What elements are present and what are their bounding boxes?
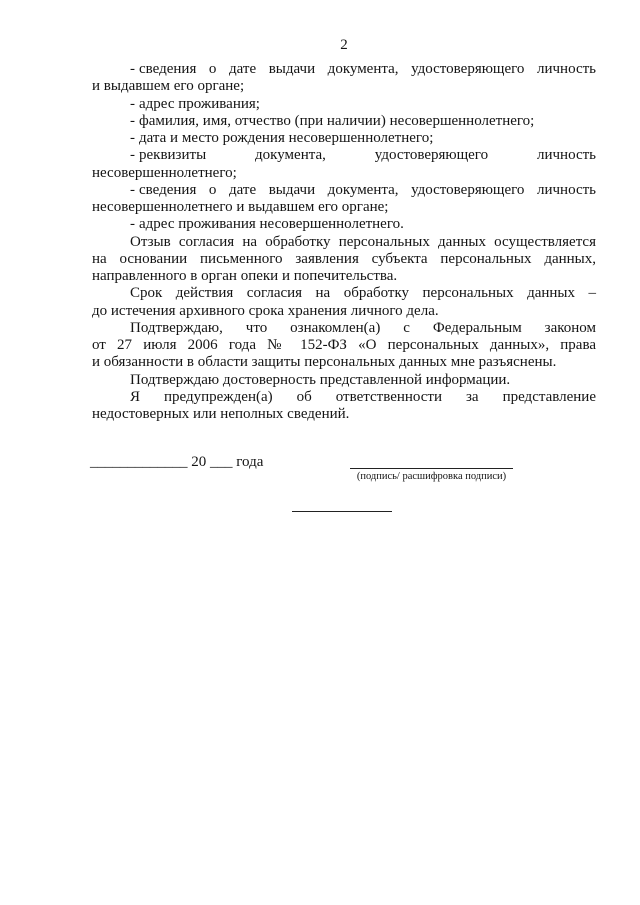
- list-marker: -: [130, 130, 135, 146]
- text-line: до истечения архивного срока хранения личного дела.: [92, 302, 439, 319]
- text-line: [92, 130, 596, 147]
- paragraph-info-accuracy: [92, 372, 596, 389]
- document-body: [92, 61, 596, 423]
- paragraph-liability-warning: [92, 389, 596, 424]
- list-marker: -: [130, 61, 135, 77]
- list-item-minor-address: [92, 216, 596, 233]
- list-item-minor-birth: [92, 130, 596, 147]
- text-line: [92, 182, 596, 199]
- date-line: _____________ 20 ___ года: [90, 454, 264, 470]
- text-line: на основании письменного заявления субъекта персональных данных,: [92, 250, 596, 267]
- text-line: Подтверждаю достоверность представленной информации.: [130, 371, 511, 388]
- list-marker: -: [130, 147, 135, 164]
- list-item-minor-document: [92, 147, 596, 182]
- paragraph-law-acknowledgement: [92, 320, 596, 372]
- line-text: адрес проживания несовершеннолетнего.: [139, 216, 404, 233]
- list-item-address: [92, 96, 596, 113]
- list-marker: -: [130, 112, 135, 129]
- list-item-identity-document-issue: [92, 61, 596, 96]
- text-line: направленного в орган опеки и попечительства.: [92, 268, 398, 284]
- text-line: несовершеннолетнего;: [92, 164, 237, 181]
- text-line: [92, 61, 596, 78]
- paragraph-consent-term: [92, 285, 596, 320]
- line-text: реквизиты документа, удостоверяющего личность: [139, 147, 596, 164]
- line-text: фамилия, имя, отчество (при наличии) несовершеннолетнего;: [139, 112, 535, 129]
- text-line: [92, 147, 596, 164]
- text-line: Я предупрежден(а) об ответственности за представление: [130, 388, 596, 405]
- line-text: сведения о дате выдачи документа, удостоверяющего личность: [139, 61, 596, 77]
- page-number: 2: [340, 37, 348, 53]
- text-line: и выдавшем его органе;: [92, 78, 245, 95]
- text-line: [92, 96, 596, 113]
- text-line: Срок действия согласия на обработку персональных данных –: [130, 285, 596, 302]
- text-line: несовершеннолетнего и выдавшем его органе;: [92, 199, 389, 215]
- line-text: дата и место рождения несовершеннолетнего;: [139, 130, 434, 146]
- line-text: сведения о дате выдачи документа, удостоверяющего личность: [139, 181, 596, 198]
- text-line: Отзыв согласия на обработку персональных данных осуществляется: [130, 233, 596, 250]
- signature-caption: (подпись/ расшифровка подписи): [356, 471, 507, 482]
- text-line: [92, 113, 596, 130]
- signature-line: [350, 468, 513, 469]
- paragraph-consent-withdrawal: [92, 234, 596, 286]
- list-marker: -: [130, 95, 135, 112]
- line-text: адрес проживания;: [139, 95, 260, 112]
- list-item-minor-full-name: [92, 113, 596, 130]
- text-line: и обязанности в области защиты персональных данных мне разъяснены.: [92, 354, 557, 371]
- text-line: Подтверждаю, что ознакомлен(а) с Федеральным законом: [130, 319, 596, 336]
- list-marker: -: [130, 216, 135, 233]
- text-line: недостоверных или неполных сведений.: [92, 406, 350, 422]
- text-line: [92, 216, 596, 233]
- end-separator: [292, 511, 392, 512]
- list-item-minor-document-issue: [92, 182, 596, 217]
- text-line: от 27 июля 2006 года № 152-ФЗ «О персональных данных», права: [92, 337, 596, 353]
- list-marker: -: [130, 181, 135, 198]
